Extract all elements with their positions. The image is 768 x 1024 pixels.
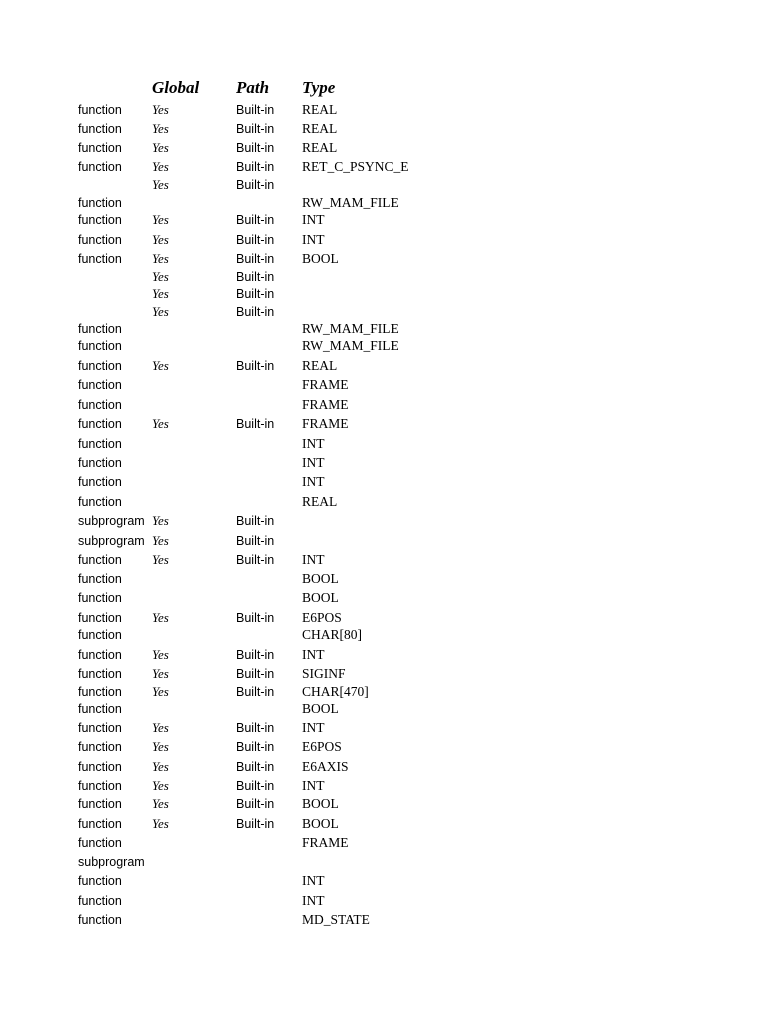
path-cell: Built-in xyxy=(236,534,275,548)
type-cell: REAL xyxy=(302,102,338,117)
kind-cell: function xyxy=(78,553,122,567)
global-cell: Yes xyxy=(152,778,169,793)
kind-cell: function xyxy=(78,252,122,266)
path-cell: Built-in xyxy=(236,779,275,793)
type-cell: CHAR[470] xyxy=(302,684,369,699)
table-row xyxy=(0,176,768,194)
type-cell: BOOL xyxy=(302,251,339,266)
table-row xyxy=(0,250,768,268)
kind-cell: function xyxy=(78,894,122,908)
kind-cell: function xyxy=(78,685,122,699)
table-row xyxy=(0,665,768,683)
path-cell: Built-in xyxy=(236,611,275,625)
kind-cell: function xyxy=(78,398,122,412)
kind-cell: function xyxy=(78,122,122,136)
column-header-type: Type xyxy=(302,78,336,97)
table-row xyxy=(0,795,768,813)
type-cell: RW_MAM_FILE xyxy=(302,321,399,336)
path-cell: Built-in xyxy=(236,270,275,284)
type-cell: INT xyxy=(302,720,325,735)
kind-cell: subprogram xyxy=(78,514,145,528)
kind-cell: function xyxy=(78,437,122,451)
kind-cell: function xyxy=(78,160,122,174)
table-row xyxy=(0,738,768,756)
type-cell: REAL xyxy=(302,494,338,509)
type-cell: E6POS xyxy=(302,739,342,754)
table-row xyxy=(0,719,768,737)
type-cell: RW_MAM_FILE xyxy=(302,338,399,353)
type-cell: CHAR[80] xyxy=(302,627,362,642)
path-cell: Built-in xyxy=(236,740,275,754)
path-cell: Built-in xyxy=(236,685,275,699)
kind-cell: subprogram xyxy=(78,534,145,548)
kind-cell: function xyxy=(78,359,122,373)
kind-cell: function xyxy=(78,572,122,586)
kind-cell: function xyxy=(78,779,122,793)
type-cell: SIGINF xyxy=(302,666,346,681)
global-cell: Yes xyxy=(152,212,169,227)
table-row xyxy=(0,415,768,433)
global-cell: Yes xyxy=(152,159,169,174)
table-row xyxy=(0,285,768,303)
type-cell: BOOL xyxy=(302,816,339,831)
global-cell: Yes xyxy=(152,796,169,811)
global-cell: Yes xyxy=(152,177,169,192)
global-cell: Yes xyxy=(152,759,169,774)
type-cell: MD_STATE xyxy=(302,912,370,927)
kind-cell: function xyxy=(78,339,122,353)
path-cell: Built-in xyxy=(236,305,275,319)
kind-cell: function xyxy=(78,648,122,662)
table-row xyxy=(0,158,768,176)
table-row xyxy=(0,646,768,664)
type-cell: INT xyxy=(302,455,325,470)
global-cell: Yes xyxy=(152,286,169,301)
table-row xyxy=(0,357,768,375)
kind-cell: function xyxy=(78,322,122,336)
kind-cell: function xyxy=(78,721,122,735)
column-header-global: Global xyxy=(152,78,200,97)
type-cell: FRAME xyxy=(302,835,349,850)
type-cell: INT xyxy=(302,873,325,888)
kind-cell: function xyxy=(78,760,122,774)
table-row xyxy=(0,551,768,569)
table-row xyxy=(0,758,768,776)
path-cell: Built-in xyxy=(236,160,275,174)
table-row xyxy=(0,139,768,157)
path-cell: Built-in xyxy=(236,359,275,373)
kind-cell: function xyxy=(78,475,122,489)
column-header-path: Path xyxy=(236,78,270,97)
global-cell: Yes xyxy=(152,552,169,567)
table-row xyxy=(0,777,768,795)
kind-cell: function xyxy=(78,836,122,850)
type-cell: FRAME xyxy=(302,397,349,412)
path-cell: Built-in xyxy=(236,103,275,117)
table-row xyxy=(0,872,768,890)
table-row xyxy=(0,120,768,138)
kind-cell: function xyxy=(78,196,122,210)
table-row xyxy=(0,532,768,550)
table-row xyxy=(0,683,768,701)
global-cell: Yes xyxy=(152,416,169,431)
table-row xyxy=(0,268,768,286)
table-row xyxy=(0,570,768,588)
table-row xyxy=(0,626,768,644)
path-cell: Built-in xyxy=(236,233,275,247)
path-cell: Built-in xyxy=(236,417,275,431)
kind-cell: function xyxy=(78,874,122,888)
kind-cell: function xyxy=(78,233,122,247)
table-row xyxy=(0,320,768,338)
global-cell: Yes xyxy=(152,739,169,754)
kind-cell: subprogram xyxy=(78,855,145,869)
kind-cell: function xyxy=(78,213,122,227)
table-row xyxy=(0,700,768,718)
path-cell: Built-in xyxy=(236,252,275,266)
path-cell: Built-in xyxy=(236,553,275,567)
type-cell: INT xyxy=(302,232,325,247)
table-row xyxy=(0,211,768,229)
kind-cell: function xyxy=(78,913,122,927)
table-row xyxy=(0,609,768,627)
table-row xyxy=(0,834,768,852)
type-cell: INT xyxy=(302,647,325,662)
table-row xyxy=(0,493,768,511)
kind-cell: function xyxy=(78,628,122,642)
type-cell: RET_C_PSYNC_E xyxy=(302,159,409,174)
table-row xyxy=(0,396,768,414)
global-cell: Yes xyxy=(152,140,169,155)
type-cell: BOOL xyxy=(302,590,339,605)
type-cell: FRAME xyxy=(302,377,349,392)
global-cell: Yes xyxy=(152,513,169,528)
kind-cell: function xyxy=(78,817,122,831)
kind-cell: function xyxy=(78,495,122,509)
global-cell: Yes xyxy=(152,304,169,319)
path-cell: Built-in xyxy=(236,648,275,662)
table-row xyxy=(0,435,768,453)
path-cell: Built-in xyxy=(236,760,275,774)
global-cell: Yes xyxy=(152,816,169,831)
table-row xyxy=(0,303,768,321)
kind-cell: function xyxy=(78,103,122,117)
global-cell: Yes xyxy=(152,232,169,247)
type-cell: REAL xyxy=(302,140,338,155)
path-cell: Built-in xyxy=(236,797,275,811)
kind-cell: function xyxy=(78,591,122,605)
path-cell: Built-in xyxy=(236,122,275,136)
type-cell: INT xyxy=(302,778,325,793)
kind-cell: function xyxy=(78,456,122,470)
type-cell: E6AXIS xyxy=(302,759,349,774)
table-row xyxy=(0,473,768,491)
type-cell: BOOL xyxy=(302,571,339,586)
global-cell: Yes xyxy=(152,720,169,735)
table-row xyxy=(0,101,768,119)
path-cell: Built-in xyxy=(236,287,275,301)
path-cell: Built-in xyxy=(236,514,275,528)
global-cell: Yes xyxy=(152,666,169,681)
kind-cell: function xyxy=(78,702,122,716)
global-cell: Yes xyxy=(152,647,169,662)
type-cell: INT xyxy=(302,212,325,227)
type-cell: RW_MAM_FILE xyxy=(302,195,399,210)
path-cell: Built-in xyxy=(236,817,275,831)
global-cell: Yes xyxy=(152,358,169,373)
table-row xyxy=(0,892,768,910)
type-cell: REAL xyxy=(302,358,338,373)
table-header xyxy=(0,76,768,100)
type-cell: INT xyxy=(302,436,325,451)
type-cell: E6POS xyxy=(302,610,342,625)
path-cell: Built-in xyxy=(236,141,275,155)
table-row xyxy=(0,589,768,607)
global-cell: Yes xyxy=(152,610,169,625)
table-row xyxy=(0,853,768,871)
global-cell: Yes xyxy=(152,251,169,266)
type-cell: BOOL xyxy=(302,701,339,716)
type-cell: INT xyxy=(302,474,325,489)
kind-cell: function xyxy=(78,667,122,681)
type-cell: INT xyxy=(302,893,325,908)
kind-cell: function xyxy=(78,141,122,155)
path-cell: Built-in xyxy=(236,667,275,681)
kind-cell: function xyxy=(78,611,122,625)
kind-cell: function xyxy=(78,378,122,392)
table-row xyxy=(0,376,768,394)
kind-cell: function xyxy=(78,740,122,754)
type-cell: BOOL xyxy=(302,796,339,811)
table-row xyxy=(0,194,768,212)
global-cell: Yes xyxy=(152,102,169,117)
global-cell: Yes xyxy=(152,684,169,699)
global-cell: Yes xyxy=(152,269,169,284)
table-row xyxy=(0,911,768,929)
table-row xyxy=(0,454,768,472)
global-cell: Yes xyxy=(152,533,169,548)
kind-cell: function xyxy=(78,417,122,431)
table-row xyxy=(0,337,768,355)
type-cell: FRAME xyxy=(302,416,349,431)
table-row xyxy=(0,512,768,530)
path-cell: Built-in xyxy=(236,178,275,192)
type-cell: REAL xyxy=(302,121,338,136)
path-cell: Built-in xyxy=(236,721,275,735)
global-cell: Yes xyxy=(152,121,169,136)
path-cell: Built-in xyxy=(236,213,275,227)
kind-cell: function xyxy=(78,797,122,811)
table-row xyxy=(0,231,768,249)
type-cell: INT xyxy=(302,552,325,567)
table-row xyxy=(0,815,768,833)
